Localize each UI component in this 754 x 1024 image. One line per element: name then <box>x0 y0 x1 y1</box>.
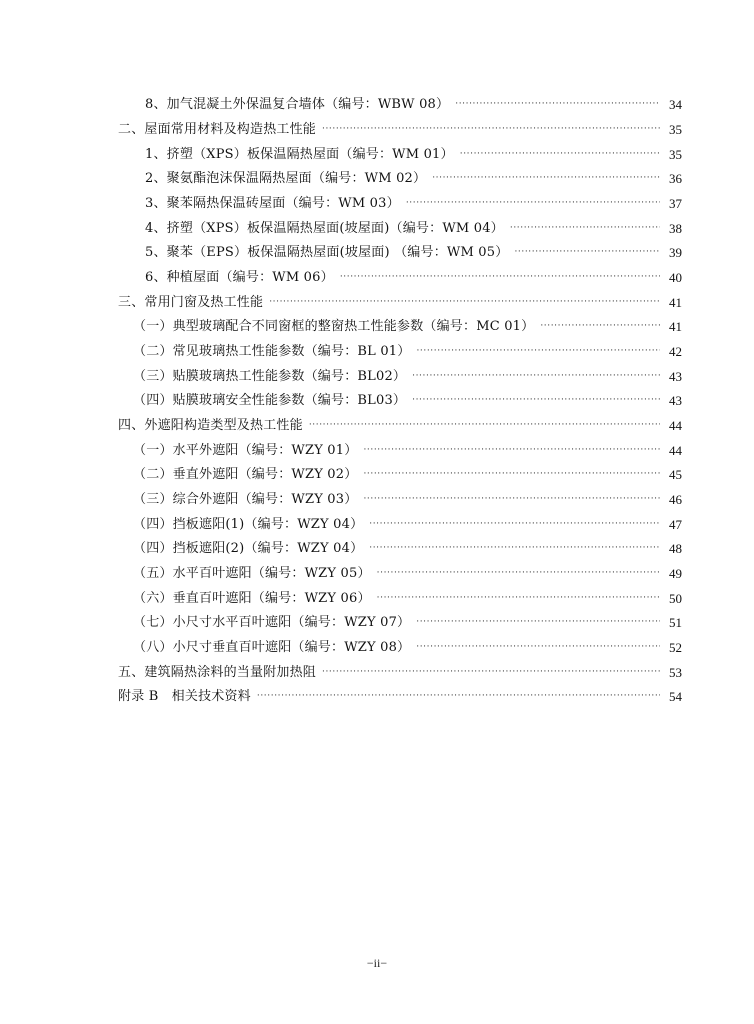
toc-dot-leader <box>510 221 660 237</box>
toc-entry[interactable] <box>0 636 754 661</box>
toc-entry-page-number: 44 <box>669 442 682 458</box>
toc-entry-page-number: 41 <box>669 319 682 335</box>
toc-entry-title: 附录 B 相关技术资料 <box>118 689 251 705</box>
toc-entry[interactable] <box>0 611 754 636</box>
toc-entry-title: 1、挤塑（XPS）板保温隔热屋面（编号：WM 01） <box>145 146 454 162</box>
toc-entry-page-number: 52 <box>669 640 682 656</box>
toc-entry[interactable] <box>0 364 754 389</box>
toc-entry-title: 5、聚苯（EPS）板保温隔热屋面(坡屋面) （编号：WM 05） <box>145 245 509 261</box>
toc-entry-title: （二）常见玻璃热工性能参数（编号：BL 01） <box>133 344 411 360</box>
toc-dot-leader <box>369 517 660 533</box>
toc-dot-leader <box>455 97 660 113</box>
toc-entry[interactable] <box>0 562 754 587</box>
toc-entry-title: （三）综合外遮阳（编号：WZY 03） <box>133 492 358 508</box>
toc-entry-page-number: 54 <box>669 689 682 705</box>
toc-dot-leader <box>514 245 660 261</box>
toc-dot-leader <box>363 467 660 483</box>
toc-dot-leader <box>377 591 660 607</box>
toc-entry[interactable] <box>0 463 754 488</box>
toc-entry-page-number: 51 <box>669 615 682 631</box>
toc-entry[interactable] <box>0 512 754 537</box>
toc-entry-title: （四）挡板遮阳(2)（编号：WZY 04） <box>133 541 364 557</box>
toc-entry-title: （四）贴膜玻璃安全性能参数（编号：BL03） <box>133 393 407 409</box>
toc-dot-leader <box>412 369 660 385</box>
toc-entry-title: 五、建筑隔热涂料的当量附加热阻 <box>118 664 317 680</box>
toc-entry-page-number: 43 <box>669 368 682 384</box>
toc-entry-title: 4、挤塑（XPS）板保温隔热屋面(坡屋面)（编号：WM 04） <box>145 220 504 236</box>
toc-dot-leader <box>269 295 660 311</box>
toc-entry[interactable] <box>0 389 754 414</box>
toc-entry[interactable] <box>0 167 754 192</box>
toc-entry-title: 2、聚氨酯泡沫保温隔热屋面（编号：WM 02） <box>145 171 427 187</box>
toc-entry-page-number: 35 <box>669 146 682 162</box>
toc-entry-page-number: 53 <box>669 664 682 680</box>
toc-dot-leader <box>363 492 660 508</box>
toc-entry-title: 四、外遮阳构造类型及热工性能 <box>118 418 303 434</box>
toc-dot-leader <box>412 393 660 409</box>
toc-dot-leader <box>363 443 660 459</box>
toc-entry-page-number: 36 <box>669 171 682 187</box>
toc-entry[interactable] <box>0 93 754 118</box>
toc-entry-page-number: 46 <box>669 492 682 508</box>
toc-entry-title: 三、常用门窗及热工性能 <box>118 294 264 310</box>
toc-entry-title: （五）水平百叶遮阳（编号：WZY 05） <box>133 566 371 582</box>
toc-entry-page-number: 44 <box>669 418 682 434</box>
toc-dot-leader <box>369 541 660 557</box>
toc-entry-page-number: 45 <box>669 467 682 483</box>
toc-entry[interactable] <box>0 118 754 143</box>
toc-entry-page-number: 37 <box>669 196 682 212</box>
toc-dot-leader <box>540 319 660 335</box>
toc-entry-title: 6、种植屋面（编号：WM 06） <box>145 270 334 286</box>
toc-dot-leader <box>257 689 660 705</box>
toc-entry-title: （八）小尺寸垂直百叶遮阳（编号：WZY 08） <box>133 640 411 656</box>
toc-entry-page-number: 50 <box>669 590 682 606</box>
toc-entry[interactable] <box>0 438 754 463</box>
toc-entry-page-number: 42 <box>669 344 682 360</box>
toc-entry[interactable] <box>0 216 754 241</box>
toc-entry-title: 8、加气混凝土外保温复合墙体（编号：WBW 08） <box>145 97 450 113</box>
toc-entry-page-number: 43 <box>669 393 682 409</box>
toc-entry[interactable] <box>0 685 754 710</box>
toc-entry-page-number: 49 <box>669 566 682 582</box>
toc-dot-leader <box>340 270 660 286</box>
toc-entry-page-number: 41 <box>669 294 682 310</box>
toc-entry[interactable] <box>0 586 754 611</box>
toc-dot-leader <box>416 640 660 656</box>
toc-entry[interactable] <box>0 537 754 562</box>
toc-entry-title: （一）水平外遮阳（编号：WZY 01） <box>133 442 358 458</box>
toc-entry-title: 3、聚苯隔热保温砖屋面（编号：WM 03） <box>145 196 400 212</box>
toc-entry-title: （六）垂直百叶遮阳（编号：WZY 06） <box>133 590 371 606</box>
toc-entry[interactable] <box>0 488 754 513</box>
toc-entry-page-number: 40 <box>669 270 682 286</box>
table-of-contents <box>0 93 754 710</box>
toc-entry[interactable] <box>0 315 754 340</box>
toc-dot-leader <box>309 418 660 434</box>
toc-entry[interactable] <box>0 290 754 315</box>
toc-entry[interactable] <box>0 192 754 217</box>
toc-entry[interactable] <box>0 414 754 439</box>
toc-entry[interactable] <box>0 266 754 291</box>
page-number: −ii− <box>366 956 388 970</box>
toc-entry-page-number: 47 <box>669 516 682 532</box>
toc-entry-title: （一）典型玻璃配合不同窗框的整窗热工性能参数（编号：MC 01） <box>133 319 535 335</box>
toc-entry-page-number: 39 <box>669 245 682 261</box>
toc-entry-page-number: 48 <box>669 541 682 557</box>
toc-entry-page-number: 34 <box>669 97 682 113</box>
toc-entry-title: （七）小尺寸水平百叶遮阳（编号：WZY 07） <box>133 615 411 631</box>
toc-entry-title: （四）挡板遮阳(1)（编号：WZY 04） <box>133 516 364 532</box>
toc-dot-leader <box>322 665 660 681</box>
toc-dot-leader <box>377 566 660 582</box>
toc-entry-title: 二、屋面常用材料及构造热工性能 <box>118 122 317 137</box>
toc-entry[interactable] <box>0 660 754 685</box>
toc-entry-title: （三）贴膜玻璃热工性能参数（编号：BL02） <box>133 368 407 384</box>
toc-dot-leader <box>460 147 660 163</box>
toc-entry[interactable] <box>0 340 754 365</box>
toc-dot-leader <box>416 344 660 360</box>
toc-dot-leader <box>406 196 660 212</box>
toc-entry-page-number: 38 <box>669 220 682 236</box>
toc-dot-leader <box>416 615 660 631</box>
toc-entry-title: （二）垂直外遮阳（编号：WZY 02） <box>133 467 358 483</box>
toc-dot-leader <box>432 171 660 187</box>
toc-entry[interactable] <box>0 142 754 167</box>
toc-entry[interactable] <box>0 241 754 266</box>
toc-dot-leader <box>322 122 660 138</box>
toc-entry-page-number: 35 <box>669 122 682 137</box>
